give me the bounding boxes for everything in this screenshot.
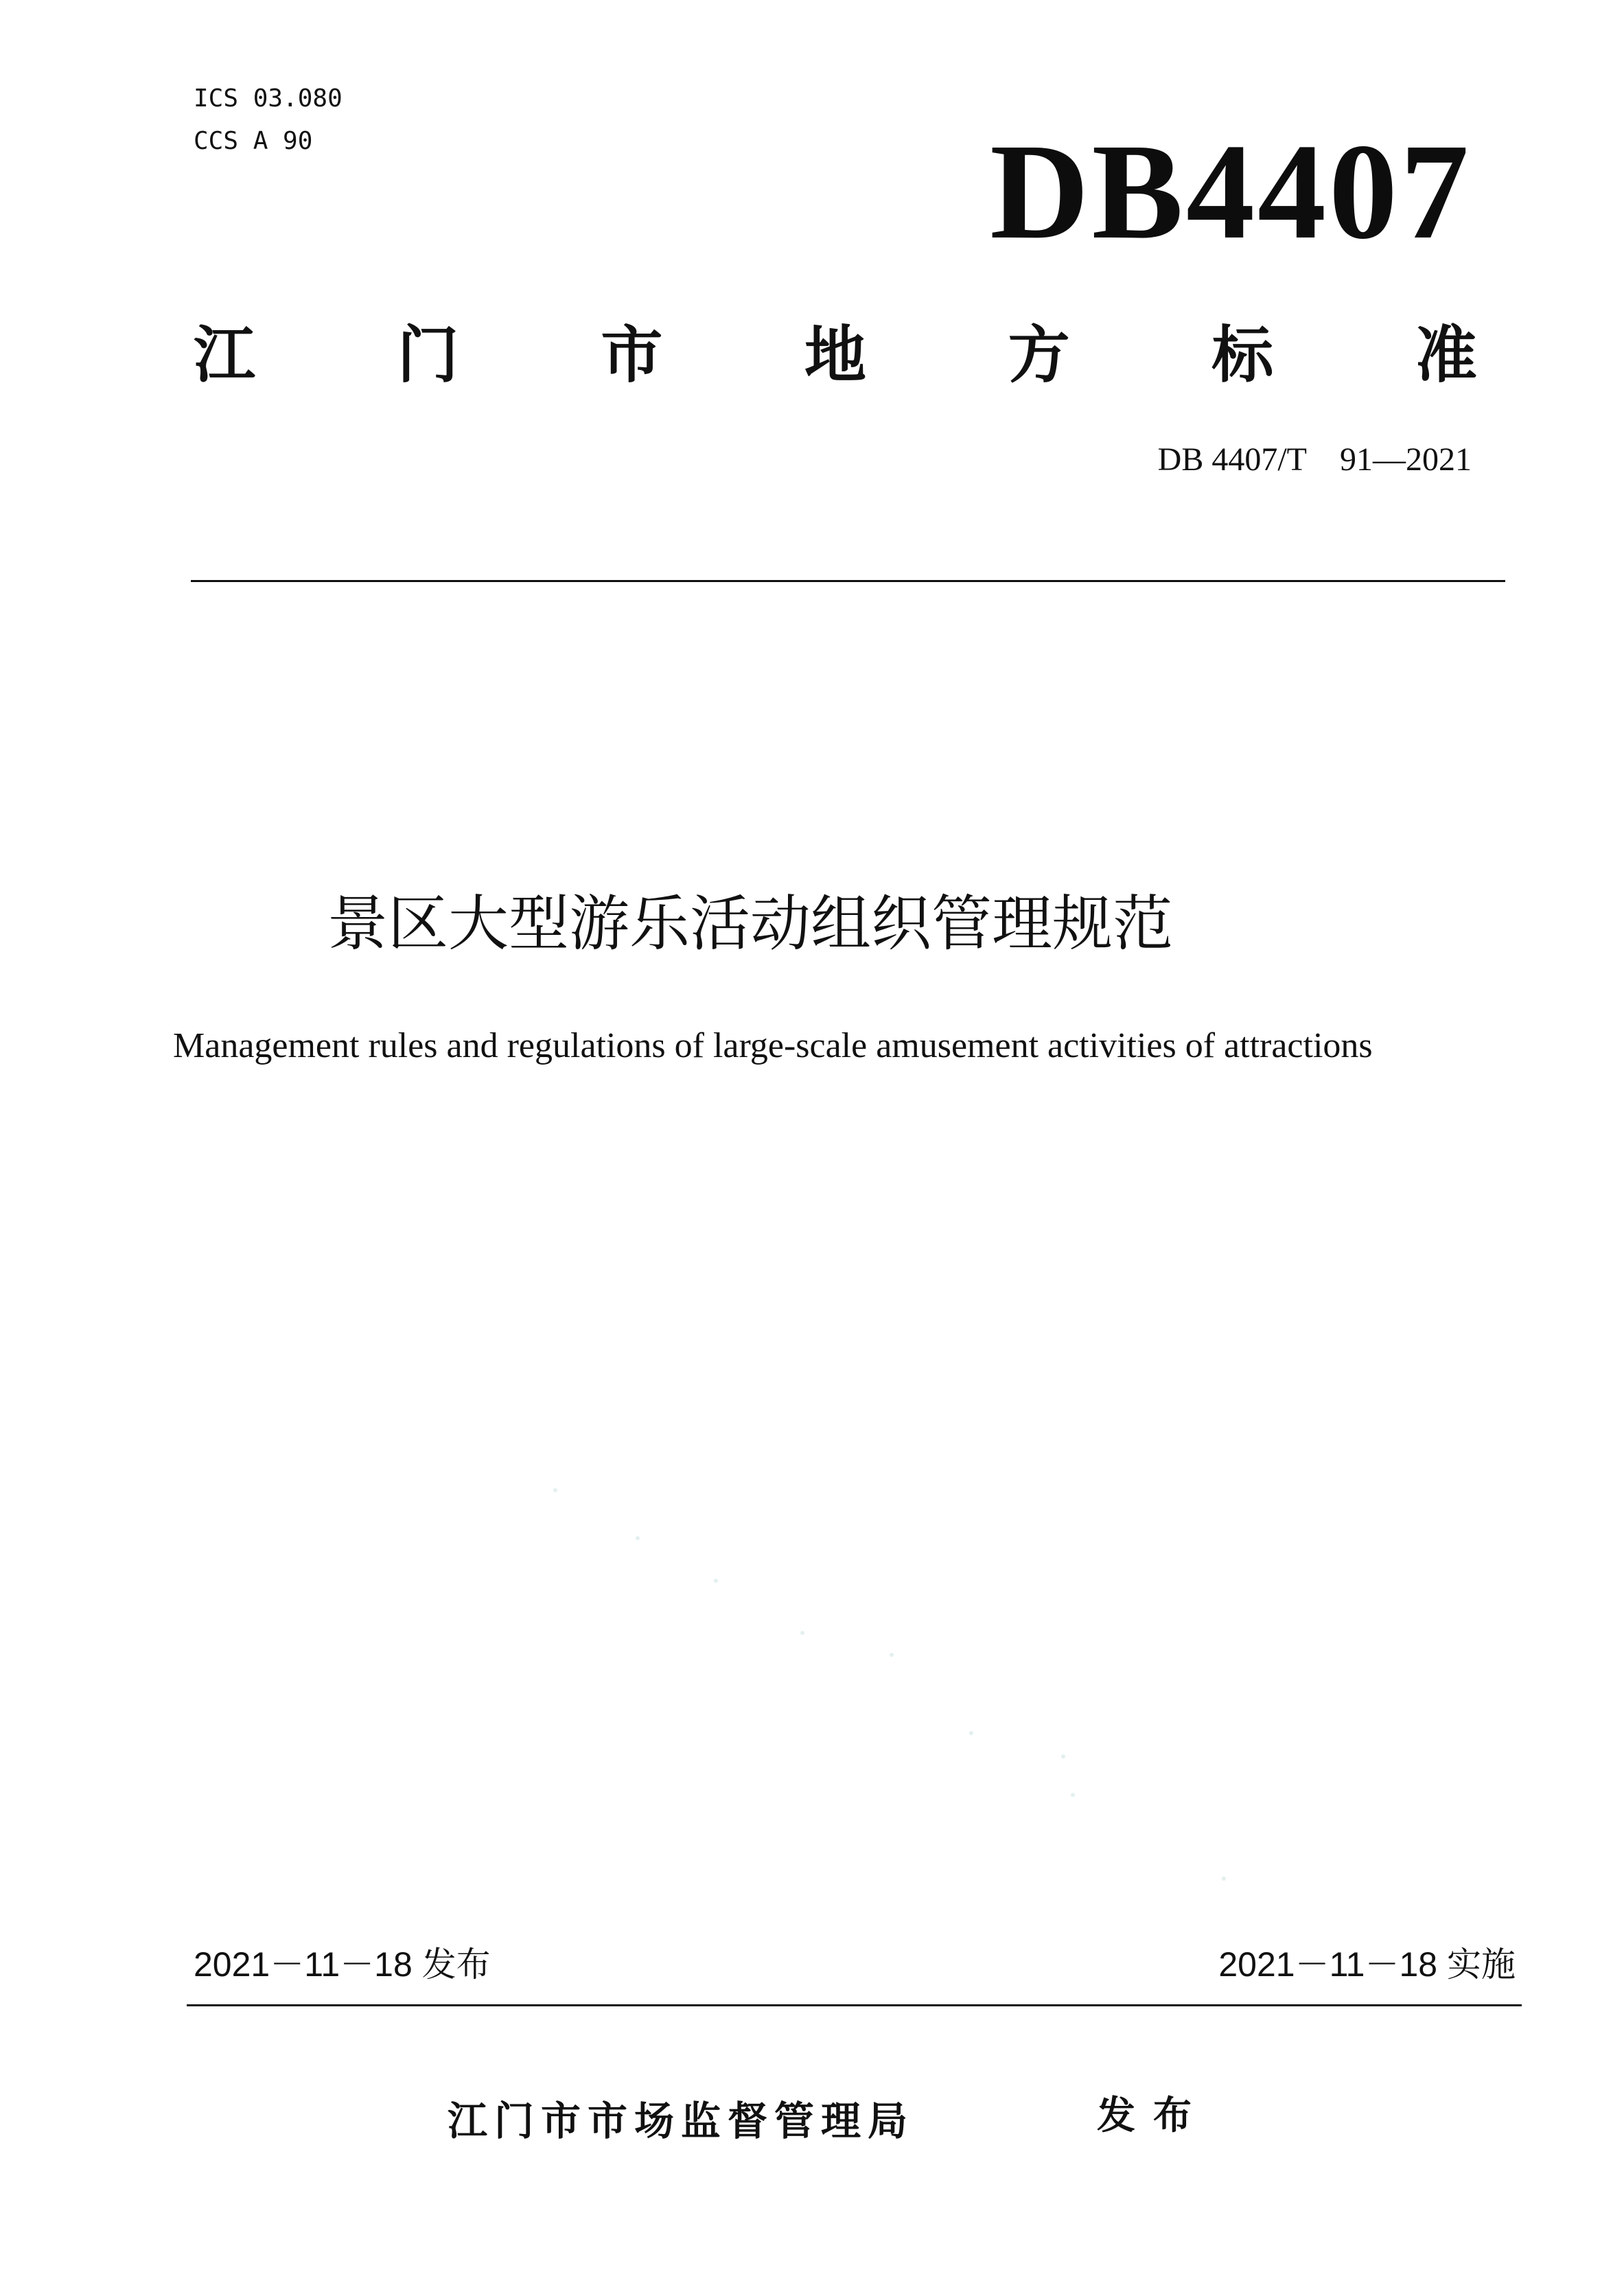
implementation-date: 2021－11－18 实施 (1218, 1945, 1516, 1984)
standard-category-title (194, 321, 1477, 390)
category-char: 标 (1211, 319, 1274, 391)
top-divider (191, 580, 1505, 582)
english-title: Management rules and regulations of large-scale amusement activities of attractions (173, 1026, 1373, 1065)
bottom-divider (187, 2004, 1522, 2006)
issue-date: 2021－11－18 发布 (194, 1945, 491, 1984)
category-char: 准 (1415, 319, 1477, 391)
ics-code: ICS 03.080 (194, 84, 343, 113)
publisher-name: 江门市市场监督管理局 (448, 2098, 915, 2144)
category-char: 市 (601, 319, 663, 391)
ccs-code: CCS A 90 (194, 127, 313, 155)
publish-label: 发布 (1097, 2094, 1209, 2138)
standard-number: DB 4407/T 91—2021 (1157, 441, 1472, 478)
standard-code-logo: DB4407 (990, 116, 1472, 268)
category-char: 方 (1008, 319, 1070, 391)
category-char: 门 (397, 319, 459, 391)
category-char: 江 (194, 319, 255, 391)
chinese-title: 景区大型游乐活动组织管理规范 (327, 888, 1173, 959)
category-char: 地 (804, 319, 866, 391)
